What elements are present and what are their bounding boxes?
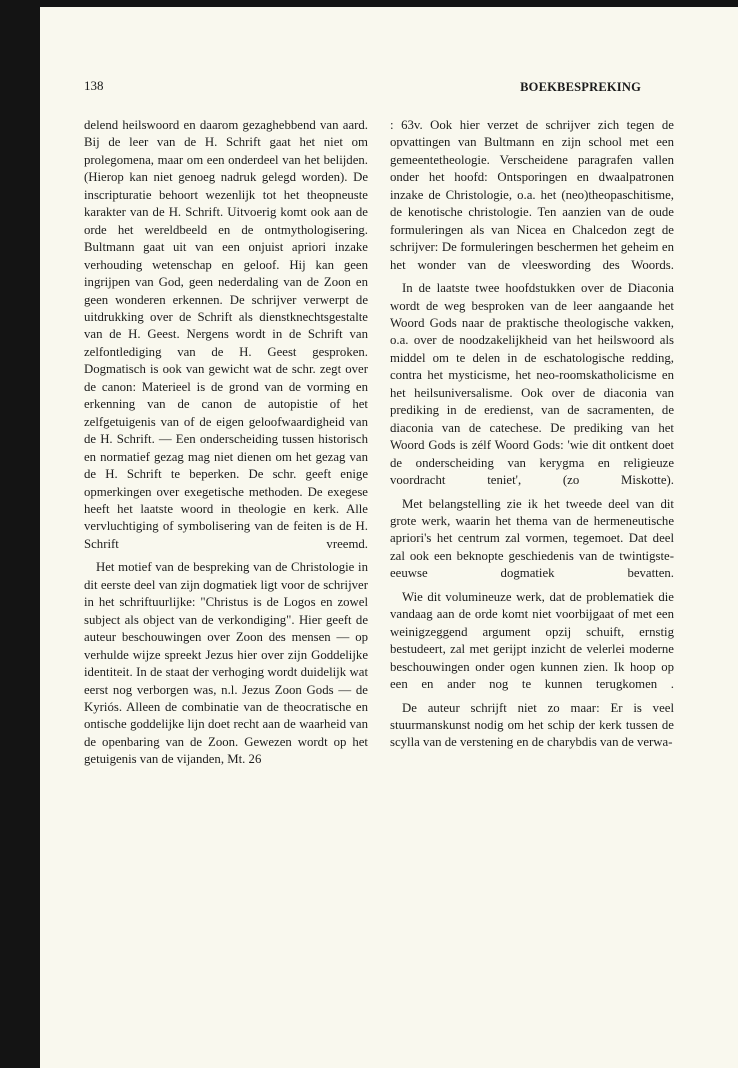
right-paragraph-5: De auteur schrijft niet zo maar: Er is veel stuurmanskunst nodig om het schip der kerk tussen de scylla van de verstening en de charybdis van de verwa- bbox=[390, 700, 674, 750]
left-paragraph-1: delend heilswoord en daarom gezaghebbend van aard. Bij de leer van de H. Schrift gaat het niet om prolegomena, maar om een onderdeel van het belijden. (Hierop kan niet genoeg nadruk gelegd worden). De inscripturatie behoort wezenlijk tot het theopneuste karakter van de H. Schrift. Uitvoerig komt ook aan de orde het wereldbeeld en de ontmythologisering. Bultmann gaat uit van een onjuist apriori inzake verhouding wetenschap en geloof. Hij kan geen ingrijpen van God, geen nederdaling van de Zoon en geen wonderen erkennen. De schrijver verwerpt de uitdrukking over de Schrift als dienstknechtsgestalte van de H. Geest. Nergens wordt in de Schrift van zelfontlediging van de H. Geest gesproken. Dogmatisch is ook van gewicht wat de schr. zegt over de canon: Materieel is de grond van de vorming en erkenning van de canon de autopistie of het zelfgetuigenis van of de eigen geloofwaardigheid van de H. Schrift. — Een onderscheiding tussen historisch en normatief gezag mag niet dienen om het gezag van de H. Schrift te beperken. De schr. geeft enige opmerkingen over exegetische methoden. De exegese heeft het laatste woord in theologie en kerk. Alle vervluchtiging of symbolisering van de feiten is de H. Schrift vreemd. bbox=[84, 118, 368, 551]
scan-edge-left bbox=[0, 0, 40, 1068]
right-paragraph-2: In de laatste twee hoofdstukken over de Diaconia wordt de weg besproken van de leer aangaande het Woord Gods naar de praktische theologische vakken, o.a. over de noodzakelijkheid van het heilswoord als middel om te delen in de eschatologische redding, contra het mysticisme, het neo-roomskatholicisme en het heilsuniversalisme. Ook over de diaconia van prediking in de eredienst, van de sacramenten, de diaconia van de catechese. De prediking van het Woord Gods is zélf Woord Gods: 'wie dit ontkent doet de onderscheiding van kerygma en religieuze voordracht teniet', (zo Miskotte). bbox=[390, 281, 674, 488]
right-paragraph-3: Met belangstelling zie ik het tweede deel van dit grote werk, waarin het thema van de hermeneutische apriori's het centrum zal vormen, tegemoet. Dat deel zal ook een beknopte geschiedenis van de twintigste-eeuwse dogmatiek bevatten. bbox=[390, 496, 674, 581]
scan-edge-top bbox=[0, 0, 738, 7]
right-paragraph-4: Wie dit volumineuze werk, dat de problematiek die vandaag aan de orde komt niet voorbijgaat of met een weinigzeggend argument opzij schuift, ernstig bestudeert, zal met gerijpt inzicht de velerlei moderne beschouwingen onder ogen kunnen zien. Ik hoop op een en ander nog te kunnen terugkomen . bbox=[390, 589, 674, 692]
left-column bbox=[84, 117, 368, 769]
right-column bbox=[390, 117, 674, 752]
running-head: BOEKBESPREKING bbox=[520, 80, 641, 94]
right-paragraph-1: : 63v. Ook hier verzet de schrijver zich tegen de opvattingen van Bultmann en zijn school met een gemeentetheologie. Verscheidene paragrafen vallen onder het hoofd: Ontsporingen en dwaalpatronen inzake de Christologie, o.a. het (neo)theopaschitisme, de kenotische christologie. Ten aanzien van de oude formuleringen als van Nicea en Chalcedon zegt de schrijver: De formuleringen beschermen het geheim en het wonder van de vleeswording des Woords. bbox=[390, 118, 674, 272]
page-number: 138 bbox=[84, 78, 104, 93]
left-paragraph-2: Het motief van de bespreking van de Christologie in dit eerste deel van zijn dogmatiek ligt voor de schrijver in het schriftuurlijke: "Christus is de Logos en zowel subject als object van de verkondiging". Hier geeft de auteur beschouwingen over Zoon des mensen — op verhulde wijze spreekt Jezus hier over zijn Goddelijke identiteit. In de staat der verhoging wordt duidelijk wat eerst nog verborgen was, n.l. Jezus Zoon Gods — de Kyriós. Alleen de combinatie van de theocratische en ontische goddelijke lijn doet recht aan de waarheid van de openbaring van de Zoon. Gewezen wordt op het getuigenis van de vijanden, Mt. 26 bbox=[84, 560, 368, 767]
